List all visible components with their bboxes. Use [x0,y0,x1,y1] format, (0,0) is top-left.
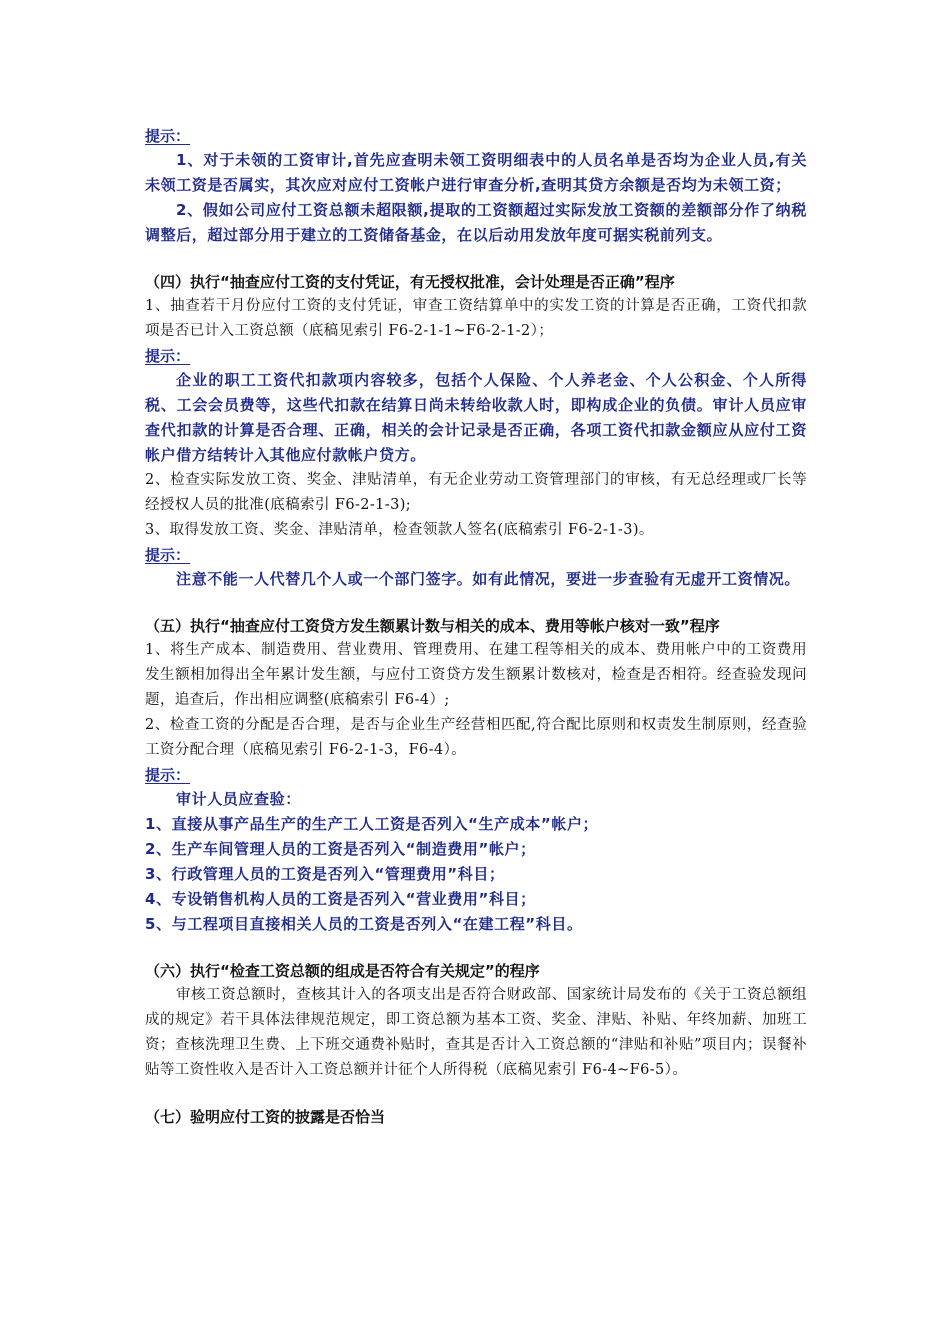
section-7-heading: （七）验明应付工资的披露是否恰当 [145,1108,386,1126]
tip-list-item: 5、与工程项目直接相关人员的工资是否列入“在建工程”科目。 [145,915,583,933]
tip-label: 提示： [145,127,191,145]
tip-label: 提示： [145,347,191,365]
tip-wage-limit: 2、假如公司应付工资总额未超限额,提取的工资额超过实际发放工资额的差额部分作了纳税调整后，超过部分用于建立的工资储备基金，在以后动用发放年度可据实税前列支。 [145,201,807,244]
document-content [145,124,807,1129]
tip-unclaimed-wages: 1、对于未领的工资审计,首先应查明未领工资明细表中的人员名单是否均为企业人员,有关未领工资是否属实，其次应对应付工资帐户进行审查分析,查明其贷方余额是否均为未领工资； [145,151,807,194]
tip-signatures: 注意不能一人代替几个人或一个部门签字。如有此情况，要进一步查验有无虚开工资情况。 [176,570,801,588]
section-5-item-1: 1、将生产成本、制造费用、营业费用、管理费用、在建工程等相关的成本、费用帐户中的工资费用发生额相加得出全年累计发生额，与应付工资贷方发生额累计数核对，检查是否相符。经查验发现问题，追查后，作出相应调整(底稿索引 F6-4）; [145,642,807,708]
tip-list-item: 1、直接从事产品生产的生产工人工资是否列入“生产成本”帐户； [145,815,599,833]
section-4-heading: （四）执行“抽查应付工资的支付凭证，有无授权批准，会计处理是否正确”程序 [145,273,675,291]
tip-label: 提示： [145,546,191,564]
tip-list-item: 3、行政管理人员的工资是否列入“管理费用”科目； [145,865,505,883]
tip-list-item: 2、生产车间管理人员的工资是否列入“制造费用”帐户； [145,840,536,858]
section-5-heading: （五）执行“抽查应付工资贷方发生额累计数与相关的成本、费用等帐户核对一致”程序 [145,617,720,635]
section-4-item-1: 1、抽查若干月份应付工资的支付凭证，审查工资结算单中的实发工资的计算是否正确，工资代扣款项是否已计入工资总额（底稿见索引 F6-2-1-1~F6-2-1-2）； [145,298,807,339]
tip-label: 提示： [145,766,191,784]
section-4-item-2: 2、检查实际发放工资、奖金、津贴清单，有无企业劳动工资管理部门的审核，有无总经理或厂长等经授权人员的批准(底稿索引 F6-2-1-3); [145,472,807,513]
tip-withholdings: 企业的职工工资代扣款项内容较多，包括个人保险、个人养老金、个人公积金、个人所得税、工会会员费等，这些代扣款在结算日尚未转给收款人时，即构成企业的负债。审计人员应审查代扣款的计算是否合理、正确，相关的会计记录是否正确，各项工资代扣款金额应从应付工资帐户借方结转计入其他应付款帐户贷方。 [145,371,807,464]
tip-audit-intro: 审计人员应查验： [176,790,301,808]
section-6-paragraph: 审核工资总额时，查核其计入的各项支出是否符合财政部、国家统计局发布的《关于工资总额组成的规定》若干具体法律规范规定，即工资总额为基本工资、奖金、津贴、补贴、年终加薪、加班工资；查核洗理卫生费、上下班交通费补贴时，查其是否计入工资总额的“津贴和补贴”项目内；误餐补贴等工资性收入是否计入工资总额并计征个人所得税（底稿见索引 F6-4~F6-5）。 [145,987,807,1078]
section-5-item-2: 2、检查工资的分配是否合理，是否与企业生产经营相匹配,符合配比原则和权责发生制原则，经查验工资分配合理（底稿见索引 F6-2-1-3，F6-4）。 [145,717,807,758]
section-6-heading: （六）执行“检查工资总额的组成是否符合有关规定”的程序 [145,962,540,980]
section-4-item-3: 3、取得发放工资、奖金、津贴清单，检查领款人签名(底稿索引 F6-2-1-3)。 [145,522,654,538]
tip-list-item: 4、专设销售机构人员的工资是否列入“营业费用”科目； [145,890,536,908]
